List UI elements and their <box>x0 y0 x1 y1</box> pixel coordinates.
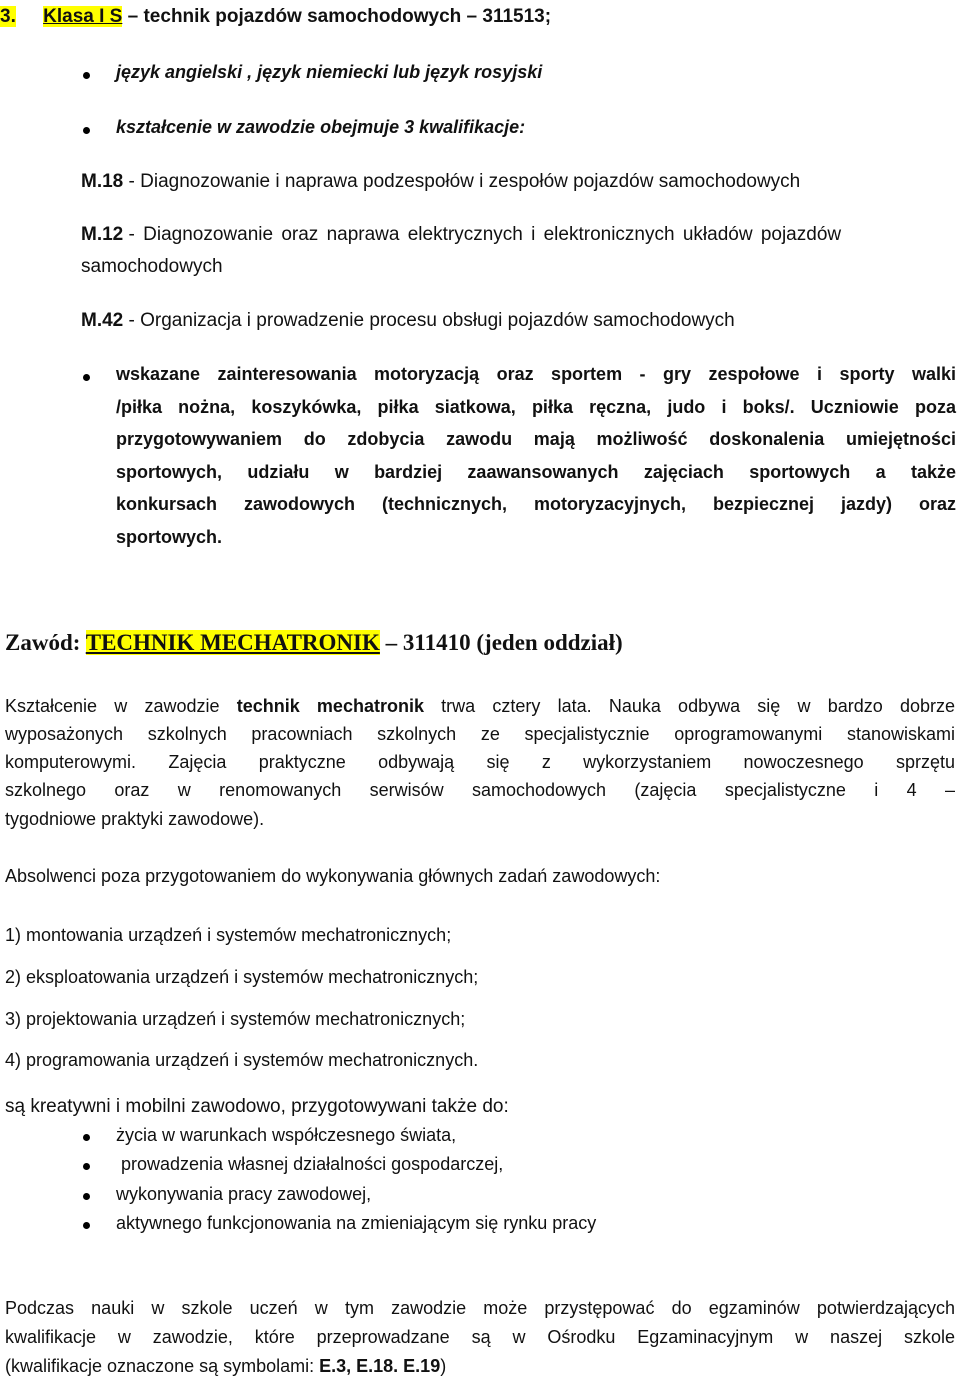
education-line: tygodniowe praktyki zawodowe). <box>5 809 265 829</box>
creative-intro: są kreatywni i mobilni zawodowo, przygotowywani także do: <box>5 1096 509 1117</box>
section-number: 3. <box>0 6 16 27</box>
interests-line: sportowych. <box>116 527 223 547</box>
bullet <box>83 127 90 134</box>
class-label: Klasa I S <box>43 6 123 27</box>
creative-item: prowadzenia własnej działalności gospodarczej, <box>121 1154 504 1174</box>
interests-line: sportowych, udziału w bardziej zaawansowanych zajęciach sportowych a także <box>116 462 956 482</box>
graduates-intro: Absolwenci poza przygotowaniem do wykonywania głównych zadań zawodowych: <box>5 866 661 886</box>
interests-line: przygotowywaniem do zdobycia zawodu mają możliwość doskonalenia umiejętności <box>116 429 956 449</box>
task-item: 2) eksploatowania urządzeń i systemów mechatronicznych; <box>5 967 479 987</box>
bullet <box>83 374 90 381</box>
profession-heading: Zawód: TECHNIK MECHATRONIK – 311410 (jeden oddział) <box>5 630 623 655</box>
interests-line: /piłka nożna, koszykówka, piłka siatkowa, piłka ręczna, judo i boks/. Uczniowie poza <box>116 397 956 417</box>
qualifications-intro: kształcenie w zawodzie obejmuje 3 kwalifikacje: <box>116 117 526 137</box>
languages-text: język angielski , język niemiecki lub język rosyjski <box>116 62 543 82</box>
bullet <box>83 1163 90 1170</box>
bullet <box>83 72 90 79</box>
education-line: Kształcenie w zawodzie technik mechatronik trwa cztery lata. Nauka odbywa się w bardzo dobrze <box>5 696 955 716</box>
task-item: 1) montowania urządzeń i systemów mechatronicznych; <box>5 925 452 945</box>
interests-line: wskazane zainteresowania motoryzacją oraz sportem - gry zespołowe i sporty walki <box>116 364 956 384</box>
creative-item: aktywnego funkcjonowania na zmieniającym się rynku pracy <box>116 1213 597 1233</box>
bullet <box>83 1193 90 1200</box>
education-line: komputerowymi. Zajęcia praktyczne odbywają się z wykorzystaniem nowoczesnego sprzętu <box>5 752 955 772</box>
creative-item: życia w warunkach współczesnego świata, <box>116 1125 457 1145</box>
qualification-m18: M.18 - Diagnozowanie i naprawa podzespołów i zespołów pojazdów samochodowych <box>81 171 801 192</box>
exam-symbols: E.3, E.18. E.19 <box>319 1356 441 1376</box>
section-title: – technik pojazdów samochodowych – 311513; <box>122 6 552 27</box>
section-heading <box>0 6 551 28</box>
interests-line: konkursach zawodowych (technicznych, motoryzacyjnych, bezpiecznej jazdy) oraz <box>116 494 956 514</box>
task-item: 3) projektowania urządzeń i systemów mechatronicznych; <box>5 1009 466 1029</box>
bullet <box>83 1134 90 1141</box>
exams-line: (kwalifikacje oznaczone są symbolami: E.3, E.18. E.19) <box>5 1356 447 1376</box>
bullet <box>83 1222 90 1229</box>
education-line: wyposażonych szkolnych pracowniach szkolnych ze specjalistycznie oprogramowanymi stanowiskami <box>5 724 955 744</box>
qualification-m12-continued: samochodowych <box>81 256 223 277</box>
qualification-m12: M.12 - Diagnozowanie oraz naprawa elektrycznych i elektronicznych układów pojazdów <box>81 224 842 245</box>
exams-line: kwalifikacje w zawodzie, które przeprowadzane są w Ośrodku Egzaminacyjnym w naszej szkole <box>5 1327 955 1347</box>
task-item: 4) programowania urządzeń i systemów mechatronicznych. <box>5 1050 479 1070</box>
exams-line: Podczas nauki w szkole uczeń w tym zawodzie może przystępować do egzaminów potwierdzających <box>5 1298 955 1318</box>
profession-name: TECHNIK MECHATRONIK <box>85 630 380 655</box>
qualification-m42: M.42 - Organizacja i prowadzenie procesu obsługi pojazdów samochodowych <box>81 310 735 331</box>
education-line: szkolnego oraz w renomowanych serwisów samochodowych (zajęcia specjalistyczne i 4 – <box>5 780 955 800</box>
creative-item: wykonywania pracy zawodowej, <box>116 1184 372 1204</box>
